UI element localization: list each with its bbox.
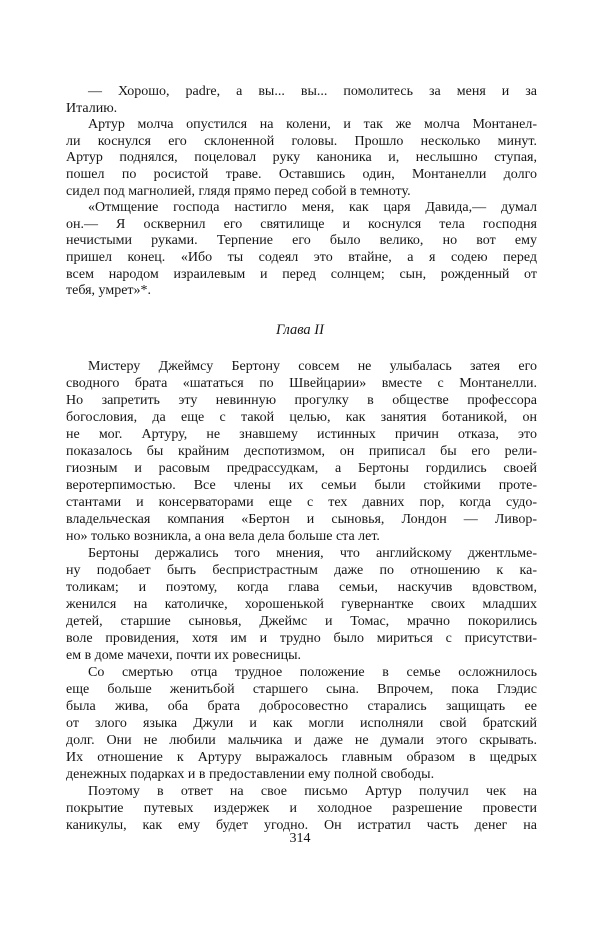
text-line: была жива, оба брата добросовестно старались защищать ее — [66, 699, 537, 714]
text-line: владельческая компания «Бертон и сыновья, Лондон — Ливор- — [66, 512, 537, 527]
text-line: ну подобает быть беспристрастным даже по отношению к ка- — [66, 563, 537, 578]
text-line: показалось бы крайним деспотизмом, он приписал бы его рели- — [66, 444, 537, 459]
text-line: женился на католичке, хорошенькой гувернантке своих младших — [66, 597, 537, 612]
text-line: стантами и консерваторами еще с тех давних пор, когда судо- — [66, 495, 537, 510]
text-line: нечистыми руками. Терпение его было велико, но вот ему — [66, 233, 537, 249]
text-line: но» только возникла, а она вела дела больше ста лет. — [66, 529, 380, 544]
chapter-heading: Глава II — [276, 322, 324, 338]
text-line: от злого языка Джули и как могли исполняли свой братский — [66, 716, 537, 731]
text-line: он.— Я осквернил его святилище и коснулся тела господня — [66, 216, 537, 232]
text-line: толикам; и поэтому, когда глава семьи, наскучив вдовством, — [66, 580, 537, 595]
text-line: Мистеру Джеймсу Бертону совсем не улыбалась затея его — [88, 359, 537, 374]
text-block-bottom — [66, 358, 537, 834]
page-number: 314 — [289, 831, 311, 846]
text-line: Но запретить эту невинную прогулку в обществе профессора — [66, 393, 537, 408]
text-line: еще больше женитьбой старшего сына. Впрочем, пока Глэдис — [66, 682, 537, 697]
text-line: тебя, умрет»*. — [66, 283, 152, 299]
text-line: Со смертью отца трудное положение в семье осложнилось — [88, 665, 537, 680]
text-line: долг. Они не любили мальчика и даже не думали этого скрывать. — [66, 733, 537, 748]
text-line: сидел под магнолией, глядя прямо перед собой в темноту. — [66, 183, 411, 199]
text-line: Поэтому в ответ на свое письмо Артур получил чек на — [88, 784, 537, 799]
paragraph — [66, 783, 537, 834]
text-line: Бертоны держались того мнения, что английскому джентльме- — [88, 546, 537, 561]
text-line: гиозным и расовым предрассудкам, а Бертоны гордились своей — [66, 461, 537, 476]
text-line: всем народом израилевым и перед солнцем; сын, рожденный от — [66, 266, 537, 282]
text-line: веротерпимостью. Все члены их семьи были стойкими проте- — [66, 478, 537, 493]
text-line: Артур поднялся, поцеловал руку каноника и, неслышно ступая, — [66, 150, 537, 166]
text-line: не мог. Артуру, не знавшему истинных причин отказа, это — [66, 427, 537, 442]
text-line: воле провидения, хотя им и трудно было мириться с присутстви- — [66, 631, 537, 646]
text-block-top — [66, 84, 537, 300]
text-line: покрытие путевых издержек и холодное разрешение провести — [66, 801, 537, 816]
text-line: пошел по росистой траве. Оставшись один, Монтанелли долго — [66, 166, 537, 182]
paragraph — [66, 545, 537, 664]
paragraph — [66, 200, 537, 300]
paragraph — [66, 664, 537, 783]
text-line: детей, старшие сыновья, Джеймс и Томас, мрачно покорились — [66, 614, 537, 629]
text-line: Италию. — [66, 100, 118, 116]
text-line: ем в доме мачехи, почти их ровесницы. — [66, 648, 302, 663]
text-line: Артур молча опустился на колени, и так же молча Монтанел- — [88, 117, 537, 133]
text-line: «Отмщение господа настигло меня, как царя Давида,— думал — [88, 200, 537, 216]
paragraph — [66, 84, 537, 117]
text-line: ли коснулся его склоненной головы. Прошло несколько минут. — [66, 133, 537, 149]
text-line: денежных подарках и в предоставлении ему полной свободы. — [66, 767, 435, 782]
text-line: каникулы, как ему будет угодно. Он истратил часть денег на — [66, 818, 537, 833]
text-line: сводного брата «шататься по Швейцарии» вместе с Монтанелли. — [66, 376, 537, 391]
text-line: Их отношение к Артуру выражалось главным образом в щедрых — [66, 750, 537, 765]
text-line: — Хорошо, padre, а вы... вы... помолитесь за меня и за — [88, 84, 537, 99]
paragraph — [66, 117, 537, 200]
text-line: пришел конец. «Ибо ты содеял это втайне, а я содею перед — [66, 249, 537, 265]
paragraph — [66, 358, 537, 545]
text-line: богословия, да еще с такой целью, как занятия ботаникой, он — [66, 410, 537, 425]
